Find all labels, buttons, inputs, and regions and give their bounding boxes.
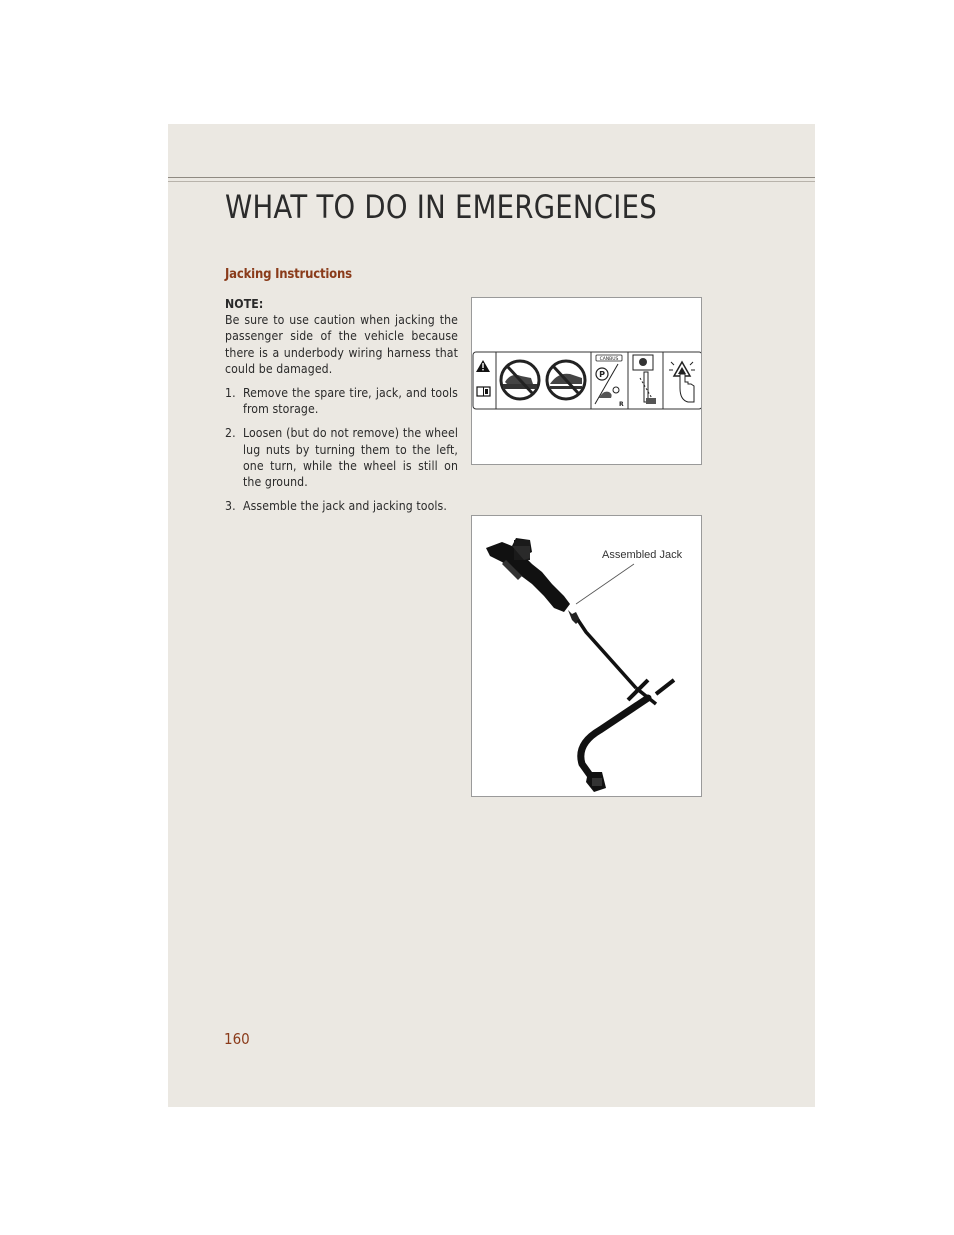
note-text: Be sure to use caution when jacking the passenger side of the vehicle because there is a underbody wiring harness that could be damaged. bbox=[225, 313, 458, 376]
list-item bbox=[225, 498, 458, 514]
body-text-column bbox=[225, 296, 458, 522]
section-heading: Jacking Instructions bbox=[225, 267, 352, 282]
jack-handle bbox=[568, 610, 674, 792]
callout-leader-line bbox=[576, 564, 634, 604]
note-label: NOTE: bbox=[225, 297, 264, 311]
list-item bbox=[225, 385, 458, 417]
step-text: Loosen (but do not remove) the wheel lug nuts by turning them to the left, one turn, while the wheel is still on the ground. bbox=[243, 426, 458, 490]
warning-label-figure bbox=[471, 297, 702, 465]
assembled-jack-callout: Assembled Jack bbox=[602, 549, 683, 561]
step-number: 2. bbox=[225, 426, 236, 441]
assembled-jack-figure bbox=[471, 515, 702, 797]
step-text: Assemble the jack and jacking tools. bbox=[243, 499, 447, 514]
steps-list bbox=[225, 385, 458, 514]
page-number: 160 bbox=[224, 1030, 250, 1048]
gear-r-text: R bbox=[619, 401, 624, 408]
step-text: Remove the spare tire, jack, and tools from storage. bbox=[243, 386, 458, 417]
warning-label-illustration bbox=[472, 298, 701, 464]
jack-body bbox=[486, 538, 570, 612]
step-number: 1. bbox=[225, 386, 236, 401]
header-rule-secondary bbox=[168, 181, 815, 182]
header-rule bbox=[168, 177, 815, 178]
step-number: 3. bbox=[225, 499, 236, 514]
gear-p-text: P bbox=[599, 370, 605, 379]
label-tag-text: CANBUS bbox=[599, 357, 619, 362]
list-item bbox=[225, 425, 458, 490]
manual-page bbox=[168, 124, 815, 1107]
chapter-title: WHAT TO DO IN EMERGENCIES bbox=[225, 188, 658, 226]
